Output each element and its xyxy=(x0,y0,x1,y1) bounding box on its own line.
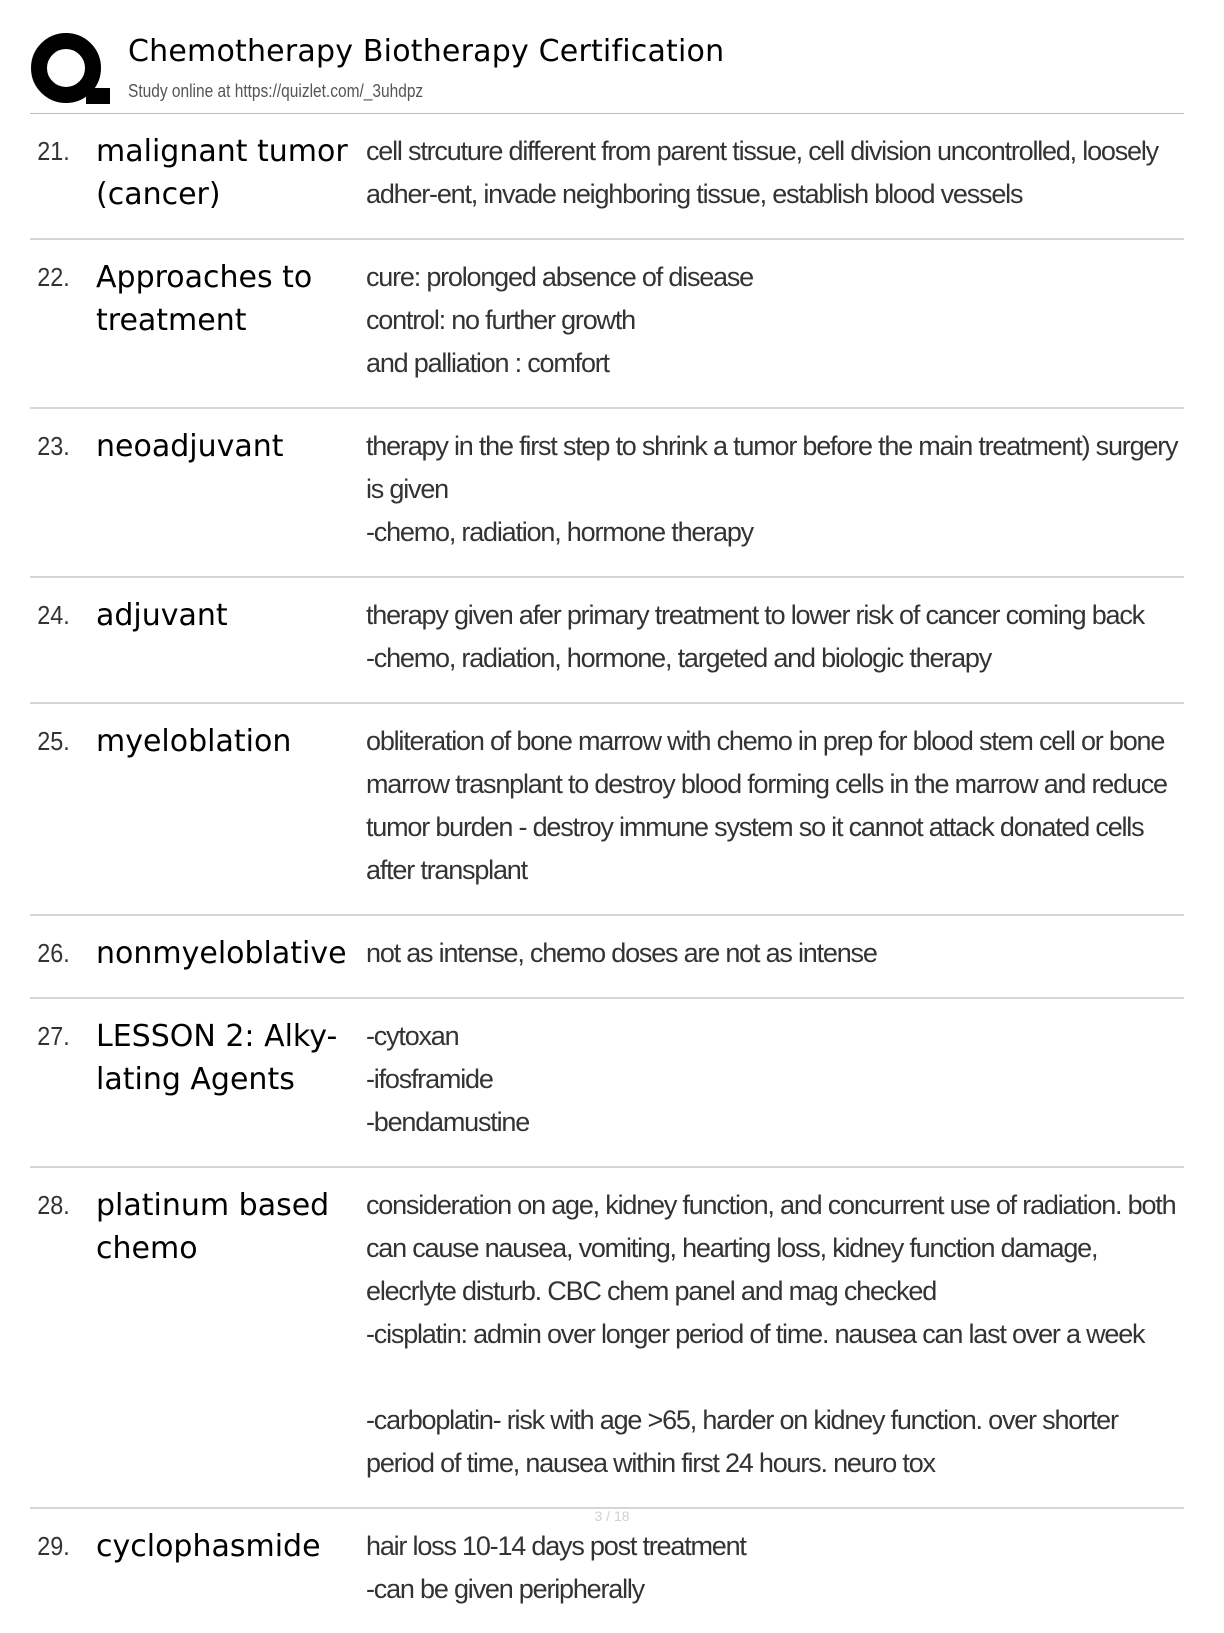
card-number: 25. xyxy=(37,726,70,756)
flashcard-row xyxy=(30,1168,1184,1509)
card-number: 23. xyxy=(37,431,70,461)
flashcard-row xyxy=(30,1509,1184,1633)
flashcard-row xyxy=(30,240,1184,409)
flashcard-list xyxy=(30,114,1184,1633)
card-definition: -cytoxan -ifosframide -bendamustine xyxy=(366,1021,530,1137)
card-number: 29. xyxy=(37,1531,70,1561)
card-definition: consideration on age, kidney function, and concurrent use of radiation. both can cause nausea, vomiting, hearting loss, kidney function damage, elecrlyte disturb. CBC chem panel and mag checked -cisplatin: admin over longer period of time. nausea can last over a week -carboplatin- risk with age >65, harder on kidney function. over shorter period of time, nausea within first 24 hours. neuro tox xyxy=(366,1190,1176,1478)
card-number: 21. xyxy=(37,136,70,166)
flashcard-row xyxy=(30,916,1184,999)
card-term: platinum based chemo xyxy=(96,1188,330,1266)
page-header xyxy=(30,28,1184,114)
card-definition: therapy given afer primary treatment to lower risk of cancer coming back -chemo, radiation, hormone, targeted and biologic therapy xyxy=(366,600,1144,673)
card-definition: cell strcuture different from parent tissue, cell division uncontrolled, loosely adher-ent, invade neighboring tissue, establish blood vessels xyxy=(366,136,1158,209)
card-definition: hair loss 10-14 days post treatment -can be given peripherally xyxy=(366,1531,746,1604)
card-term: LESSON 2: Alky-lating Agents xyxy=(96,1019,338,1097)
card-definition: obliteration of bone marrow with chemo in prep for blood stem cell or bone marrow trasnplant to destroy blood forming cells in the marrow and reduce tumor burden - destroy immune system so it cannot attack donated cells after transplant xyxy=(366,726,1167,885)
card-definition: cure: prolonged absence of disease control: no further growth and palliation : comfort xyxy=(366,262,753,378)
card-term: malignant tumor (cancer) xyxy=(96,134,348,212)
card-number: 28. xyxy=(37,1190,70,1220)
flashcard-row xyxy=(30,409,1184,578)
page-number: 3 / 18 xyxy=(594,1508,630,1524)
set-title: Chemotherapy Biotherapy Certification xyxy=(128,34,725,69)
card-term: neoadjuvant xyxy=(96,429,284,464)
card-number: 26. xyxy=(37,938,70,968)
card-number: 27. xyxy=(37,1021,70,1051)
card-definition: not as intense, chemo doses are not as intense xyxy=(366,938,877,968)
card-term: Approaches to treatment xyxy=(96,260,313,338)
card-number: 24. xyxy=(37,600,70,630)
flashcard-row xyxy=(30,114,1184,240)
flashcard-row xyxy=(30,578,1184,704)
flashcard-row xyxy=(30,704,1184,916)
card-term: cyclophasmide xyxy=(96,1529,321,1564)
quizlet-logo-icon xyxy=(30,30,110,110)
flashcard-row xyxy=(30,999,1184,1168)
card-definition: therapy in the first step to shrink a tumor before the main treatment) surgery is given -chemo, radiation, hormone therapy xyxy=(366,431,1178,547)
card-term: nonmyeloblative xyxy=(96,936,347,971)
card-term: adjuvant xyxy=(96,598,228,633)
card-term: myeloblation xyxy=(96,724,292,759)
card-number: 22. xyxy=(37,262,70,292)
study-online-link[interactable]: Study online at https://quizlet.com/_3uhdpz xyxy=(128,81,424,101)
